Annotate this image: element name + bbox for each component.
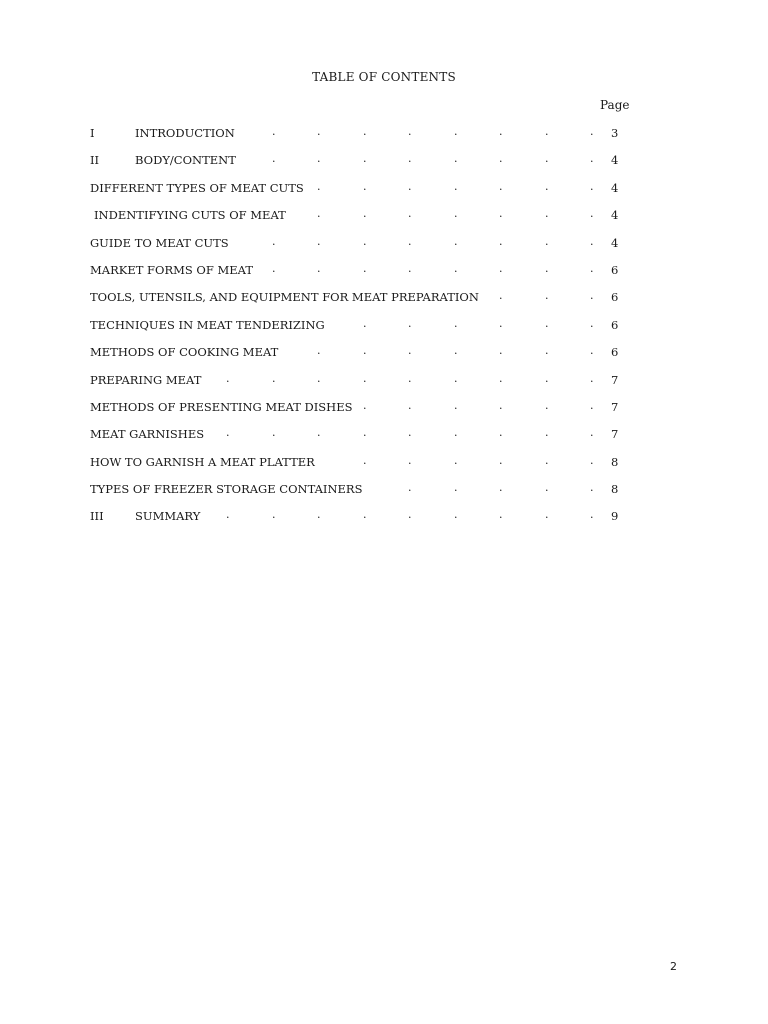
toc-page-number: 6 bbox=[611, 345, 619, 360]
toc-list bbox=[90, 126, 630, 537]
leader-dot: . bbox=[590, 371, 594, 385]
leader-dot: . bbox=[499, 344, 503, 358]
toc-entry-label: MEAT GARNISHES bbox=[90, 427, 205, 442]
leader-dot: . bbox=[272, 261, 276, 275]
leader-dot: . bbox=[226, 371, 230, 385]
toc-page-number: 6 bbox=[611, 290, 619, 305]
toc-row bbox=[90, 263, 630, 290]
leader-dot: . bbox=[499, 453, 503, 467]
leader-dot: . bbox=[454, 234, 458, 248]
leader-dot: . bbox=[590, 234, 594, 248]
leader-dot: . bbox=[317, 152, 321, 166]
toc-row bbox=[90, 509, 630, 536]
toc-page-number: 7 bbox=[611, 427, 619, 442]
toc-entry-label: GUIDE TO MEAT CUTS bbox=[90, 235, 229, 250]
leader-dot: . bbox=[545, 179, 549, 193]
toc-row bbox=[90, 181, 630, 208]
toc-page-number: 3 bbox=[611, 126, 619, 140]
leader-dot: . bbox=[408, 207, 412, 221]
toc-entry-label: METHODS OF PRESENTING MEAT DISHES bbox=[90, 399, 353, 414]
dot-leader bbox=[90, 317, 610, 331]
toc-row bbox=[90, 373, 630, 400]
leader-dot: . bbox=[363, 508, 367, 522]
leader-dot: . bbox=[408, 234, 412, 248]
leader-dot: . bbox=[317, 179, 321, 193]
toc-page-number: 9 bbox=[611, 509, 619, 524]
toc-row bbox=[90, 208, 630, 235]
leader-dot: . bbox=[272, 426, 276, 440]
leader-dot: . bbox=[363, 207, 367, 221]
leader-dot: . bbox=[590, 344, 594, 358]
leader-dot: . bbox=[226, 426, 230, 440]
leader-dot: . bbox=[499, 207, 503, 221]
leader-dot: . bbox=[408, 152, 412, 166]
toc-row bbox=[90, 318, 630, 345]
toc-entry-label: DIFFERENT TYPES OF MEAT CUTS bbox=[90, 180, 304, 195]
toc-row bbox=[90, 126, 630, 153]
leader-dot: . bbox=[272, 152, 276, 166]
toc-entry-label: HOW TO GARNISH A MEAT PLATTER bbox=[90, 454, 315, 469]
toc-row bbox=[90, 400, 630, 427]
leader-dot: . bbox=[408, 261, 412, 275]
toc-page-number: 4 bbox=[611, 235, 619, 250]
leader-dot: . bbox=[363, 398, 367, 412]
leader-dot: . bbox=[590, 316, 594, 330]
leader-dot: . bbox=[499, 398, 503, 412]
leader-dot: . bbox=[590, 453, 594, 467]
leader-dot: . bbox=[545, 152, 549, 166]
leader-dot: . bbox=[545, 481, 549, 495]
toc-page-number: 6 bbox=[611, 262, 619, 277]
leader-dot: . bbox=[363, 453, 367, 467]
leader-dot: . bbox=[499, 481, 503, 495]
toc-entry-label: TYPES OF FREEZER STORAGE CONTAINERS bbox=[90, 482, 363, 497]
toc-entry-label: METHODS OF COOKING MEAT bbox=[90, 345, 279, 360]
leader-dot: . bbox=[272, 125, 276, 138]
leader-dot: . bbox=[590, 207, 594, 221]
leader-dot: . bbox=[454, 426, 458, 440]
page-title: TABLE OF CONTENTS bbox=[312, 70, 456, 84]
leader-dot: . bbox=[317, 207, 321, 221]
leader-dot: . bbox=[317, 508, 321, 522]
leader-dot: . bbox=[590, 508, 594, 522]
leader-dot: . bbox=[499, 289, 503, 303]
leader-dot: . bbox=[317, 426, 321, 440]
toc-row bbox=[90, 482, 630, 509]
toc-entry-label: SUMMARY bbox=[135, 509, 201, 524]
leader-dot: . bbox=[408, 125, 412, 138]
toc-entry-label: TOOLS, UTENSILS, AND EQUIPMENT FOR MEAT PREPARATION bbox=[90, 290, 479, 305]
leader-dot: . bbox=[454, 453, 458, 467]
leader-dot: . bbox=[499, 179, 503, 193]
toc-entry-label: TECHNIQUES IN MEAT TENDERIZING bbox=[90, 317, 325, 332]
leader-dot: . bbox=[454, 398, 458, 412]
leader-dot: . bbox=[545, 234, 549, 248]
leader-dot: . bbox=[363, 234, 367, 248]
leader-dot: . bbox=[317, 125, 321, 138]
leader-dot: . bbox=[408, 316, 412, 330]
dot-leader bbox=[90, 152, 610, 166]
toc-section-number: I bbox=[90, 126, 95, 140]
leader-dot: . bbox=[590, 125, 594, 138]
leader-dot: . bbox=[499, 261, 503, 275]
leader-dot: . bbox=[545, 508, 549, 522]
dot-leader bbox=[90, 399, 610, 413]
toc-row bbox=[90, 345, 630, 372]
dot-leader bbox=[90, 289, 610, 303]
leader-dot: . bbox=[317, 344, 321, 358]
leader-dot: . bbox=[363, 261, 367, 275]
leader-dot: . bbox=[499, 234, 503, 248]
toc-row bbox=[90, 153, 630, 180]
dot-leader bbox=[90, 344, 610, 358]
leader-dot: . bbox=[499, 152, 503, 166]
dot-leader bbox=[90, 454, 610, 468]
leader-dot: . bbox=[272, 371, 276, 385]
leader-dot: . bbox=[363, 179, 367, 193]
leader-dot: . bbox=[590, 481, 594, 495]
leader-dot: . bbox=[408, 426, 412, 440]
leader-dot: . bbox=[545, 125, 549, 138]
leader-dot: . bbox=[590, 152, 594, 166]
leader-dot: . bbox=[545, 426, 549, 440]
toc-entry-label: MARKET FORMS OF MEAT bbox=[90, 262, 254, 277]
dot-leader bbox=[90, 508, 610, 522]
leader-dot: . bbox=[408, 453, 412, 467]
toc-row bbox=[90, 427, 630, 454]
leader-dot: . bbox=[590, 289, 594, 303]
toc-section-number: III bbox=[90, 509, 104, 524]
leader-dot: . bbox=[408, 481, 412, 495]
leader-dot: . bbox=[226, 508, 230, 522]
leader-dot: . bbox=[408, 344, 412, 358]
toc-page-number: 6 bbox=[611, 317, 619, 332]
leader-dot: . bbox=[499, 508, 503, 522]
dot-leader bbox=[90, 180, 610, 194]
leader-dot: . bbox=[363, 371, 367, 385]
leader-dot: . bbox=[454, 344, 458, 358]
toc-entry-label: PREPARING MEAT bbox=[90, 372, 202, 387]
footer-page-number: 2 bbox=[670, 960, 677, 973]
dot-leader bbox=[90, 481, 610, 495]
leader-dot: . bbox=[590, 398, 594, 412]
leader-dot: . bbox=[454, 125, 458, 138]
toc-entry-label: INDENTIFYING CUTS OF MEAT bbox=[94, 208, 286, 223]
toc-page-number: 4 bbox=[611, 180, 619, 195]
leader-dot: . bbox=[454, 207, 458, 221]
leader-dot: . bbox=[454, 152, 458, 166]
toc-page-number: 4 bbox=[611, 208, 619, 223]
toc-section-number: II bbox=[90, 153, 100, 168]
leader-dot: . bbox=[499, 125, 503, 138]
dot-leader bbox=[90, 426, 610, 440]
leader-dot: . bbox=[317, 371, 321, 385]
leader-dot: . bbox=[408, 371, 412, 385]
leader-dot: . bbox=[545, 261, 549, 275]
leader-dot: . bbox=[363, 316, 367, 330]
toc-entry-label: BODY/CONTENT bbox=[135, 153, 236, 168]
leader-dot: . bbox=[454, 316, 458, 330]
leader-dot: . bbox=[499, 371, 503, 385]
leader-dot: . bbox=[317, 261, 321, 275]
leader-dot: . bbox=[590, 261, 594, 275]
leader-dot: . bbox=[590, 426, 594, 440]
leader-dot: . bbox=[545, 207, 549, 221]
leader-dot: . bbox=[545, 371, 549, 385]
leader-dot: . bbox=[545, 289, 549, 303]
leader-dot: . bbox=[454, 481, 458, 495]
toc-page-number: 7 bbox=[611, 399, 619, 414]
leader-dot: . bbox=[317, 234, 321, 248]
toc-row bbox=[90, 236, 630, 263]
leader-dot: . bbox=[454, 179, 458, 193]
leader-dot: . bbox=[272, 508, 276, 522]
leader-dot: . bbox=[408, 179, 412, 193]
leader-dot: . bbox=[363, 426, 367, 440]
toc-entry-label: INTRODUCTION bbox=[135, 126, 235, 140]
page-column-label: Page bbox=[600, 98, 630, 112]
leader-dot: . bbox=[363, 125, 367, 138]
leader-dot: . bbox=[454, 261, 458, 275]
leader-dot: . bbox=[272, 234, 276, 248]
toc-row bbox=[90, 455, 630, 482]
dot-leader bbox=[90, 235, 610, 249]
toc-page-number: 8 bbox=[611, 482, 619, 497]
leader-dot: . bbox=[454, 371, 458, 385]
dot-leader bbox=[90, 262, 610, 276]
toc-page-number: 4 bbox=[611, 153, 619, 168]
leader-dot: . bbox=[545, 453, 549, 467]
toc-page-number: 8 bbox=[611, 454, 619, 469]
dot-leader bbox=[90, 125, 610, 139]
dot-leader bbox=[90, 207, 610, 221]
toc-row bbox=[90, 290, 630, 317]
leader-dot: . bbox=[408, 398, 412, 412]
leader-dot: . bbox=[363, 152, 367, 166]
leader-dot: . bbox=[590, 179, 594, 193]
toc-page-number: 7 bbox=[611, 372, 619, 387]
leader-dot: . bbox=[363, 344, 367, 358]
leader-dot: . bbox=[545, 344, 549, 358]
leader-dot: . bbox=[545, 398, 549, 412]
leader-dot: . bbox=[454, 508, 458, 522]
leader-dot: . bbox=[499, 316, 503, 330]
leader-dot: . bbox=[545, 316, 549, 330]
dot-leader bbox=[90, 372, 610, 386]
leader-dot: . bbox=[408, 508, 412, 522]
leader-dot: . bbox=[499, 426, 503, 440]
